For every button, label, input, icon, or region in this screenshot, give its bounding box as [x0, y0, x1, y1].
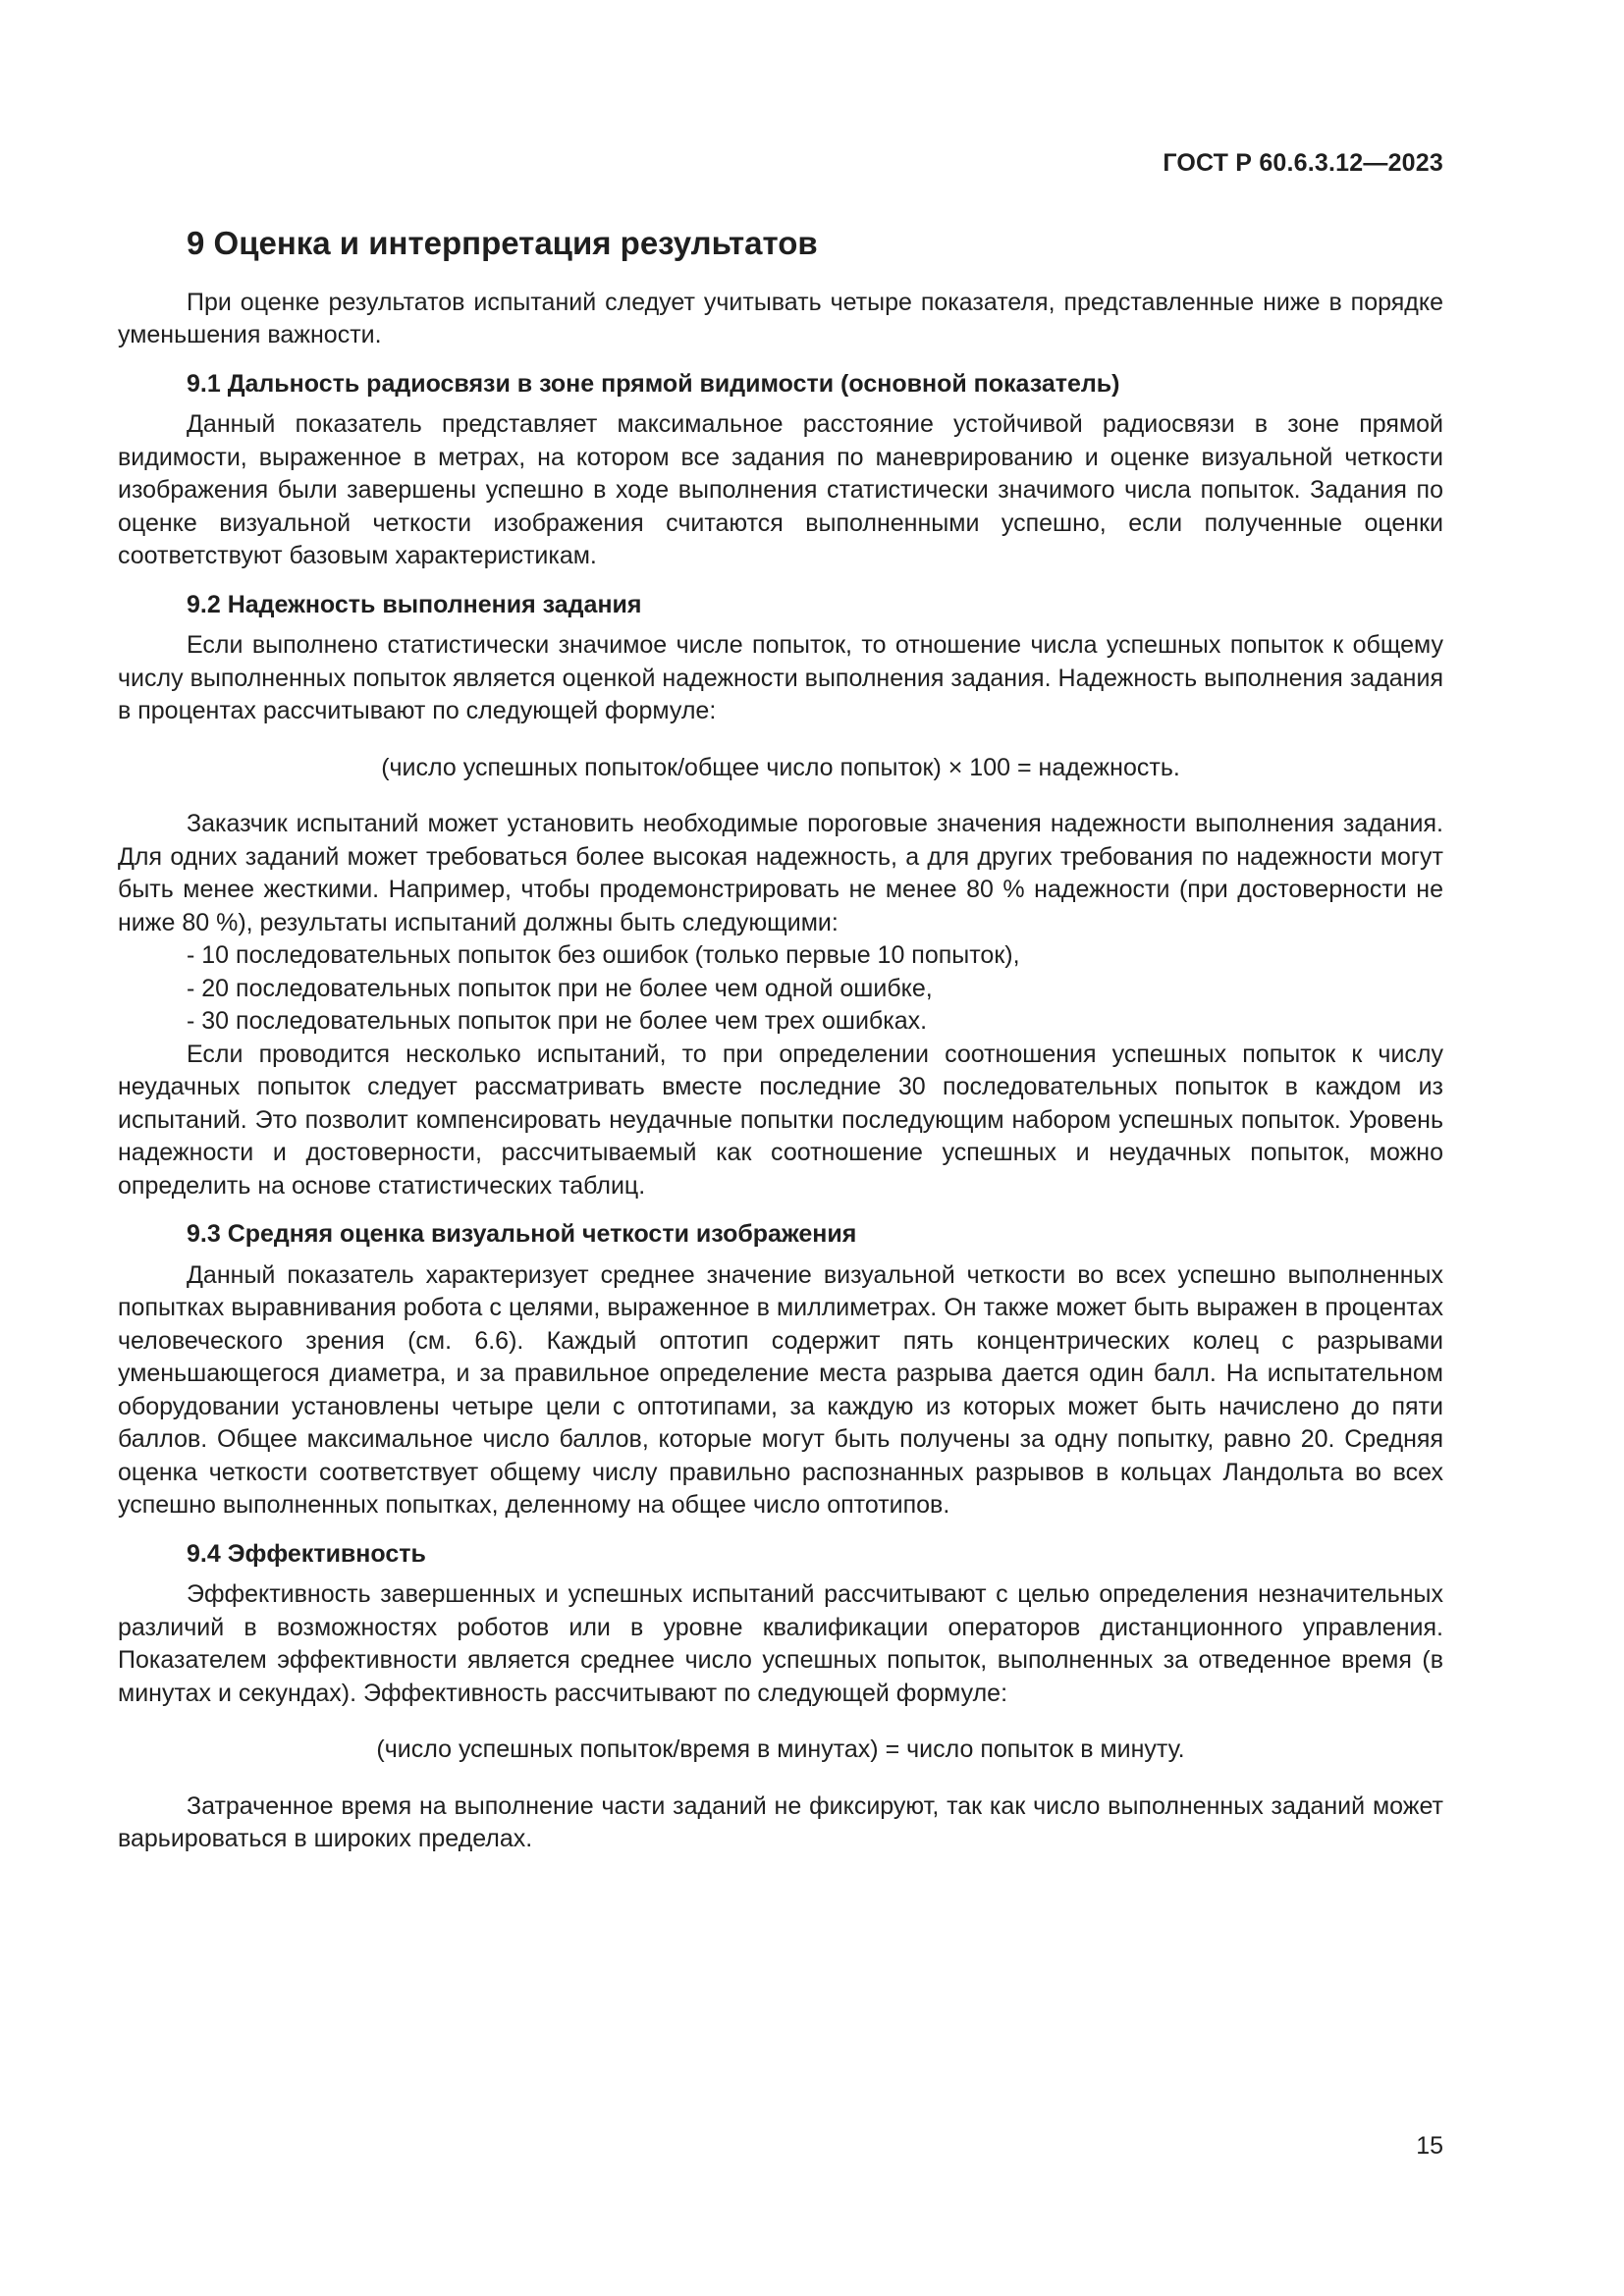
subsection-9-4-paragraph-2: Затраченное время на выполнение части заданий не фиксируют, так как число выполненных заданий может варьироваться в широких пределах.: [118, 1791, 1443, 1853]
subsection-9-3-paragraph: Данный показатель характеризует среднее значение визуальной четкости во всех успешно выполненных попытках выравнивания робота с целями, выраженное в миллиметрах. Он также может быть выражен в процентах человеческого зрения (см. 6.6). Каждый оптотип содержит пять концентрических колец с разрывами уменьшающегося диаметра, и за правильное определение места разрыва дается один балл. На испытательном оборудовании установлены четыре цели с оптотипами, за каждую из которых может быть начислено до пяти баллов. Общее максимальное число баллов, которые могут быть получены за одну попытку, равно 20. Средняя оценка четкости соответствует общему числу правильно распознанных разрывов в кольцах Ландольта во всех успешно выполненных попытках, деленному на общее число оптотипов.: [118, 1260, 1443, 1520]
subsection-9-1-title: 9.1 Дальность радиосвязи в зоне прямой видимости (основной показатель): [187, 369, 1120, 398]
subsection-9-2-paragraph-3: Если проводится несколько испытаний, то при определении соотношения успешных попыток к числу неудачных попыток следует рассматривать вместе последние 30 последовательных попыток в каждом из испытаний. Это позволит компенсировать неудачные попытки последующим набором успешных попыток. Уровень надежности и достоверности, рассчитываемый как соотношение успешных и неудачных попыток, можно определить на основе статистических таблиц.: [118, 1040, 1443, 1200]
document-code: ГОСТ Р 60.6.3.12—2023: [1163, 149, 1443, 177]
reliability-requirements-list: [118, 939, 1443, 1039]
subsection-9-2-paragraph-2: Заказчик испытаний может установить необходимые пороговые значения надежности выполнения задания. Для одних заданий может требоваться более высокая надежность, а для других требования по надежности могут быть менее жесткими. Например, чтобы продемонстрировать не менее 80 % надежности (при достоверности не ниже 80 %), результаты испытаний должны быть следующими:: [118, 810, 1443, 936]
subsection-9-4-paragraph-1: Эффективность завершенных и успешных испытаний рассчитывают с целью определения незначительных различий в возможностях роботов или в уровне квалификации операторов дистанционного управления. Показателем эффективности является среднее число успешных попыток, выполненных за отведенное время (в минутах и секундах). Эффективность рассчитывают по следующей формуле:: [118, 1580, 1443, 1707]
list-item: - 10 последовательных попыток без ошибок (только первые 10 попыток),: [187, 939, 1443, 973]
reliability-formula: (число успешных попыток/общее число попыток) × 100 = надежность.: [381, 753, 1180, 781]
subsection-9-1-paragraph: Данный показатель представляет максимальное расстояние устойчивой радиосвязи в зоне прямой видимости, выраженное в метрах, на котором все задания по маневрированию и оценке визуальной четкости изображения были завершены успешно в ходе выполнения статистически значимого числа попыток. Задания по оценке визуальной четкости изображения считаются выполненными успешно, если полученные оценки соответствуют базовым характеристикам.: [118, 410, 1443, 570]
subsection-9-2-paragraph-1: Если выполнено статистически значимое числе попыток, то отношение числа успешных попыток к общему числу выполненных попыток является оценкой надежности выполнения задания. Надежность выполнения задания в процентах рассчитывают по следующей формуле:: [118, 631, 1443, 725]
efficiency-formula: (число успешных попыток/время в минутах) = число попыток в минуту.: [376, 1735, 1185, 1764]
section-title: 9 Оценка и интерпретация результатов: [187, 225, 818, 261]
subsection-9-2-title: 9.2 Надежность выполнения задания: [187, 590, 642, 618]
list-item: - 20 последовательных попыток при не более чем одной ошибке,: [187, 973, 1443, 1006]
section-intro: При оценке результатов испытаний следует учитывать четыре показателя, представленные ниже в порядке уменьшения важности.: [118, 288, 1443, 349]
main-content: [118, 224, 1443, 1868]
subsection-9-4-title: 9.4 Эффективность: [187, 1539, 426, 1568]
page-number: 15: [1416, 2132, 1443, 2160]
list-item: - 30 последовательных попыток при не более чем трех ошибках.: [187, 1005, 1443, 1039]
subsection-9-3-title: 9.3 Средняя оценка визуальной четкости изображения: [187, 1220, 857, 1249]
